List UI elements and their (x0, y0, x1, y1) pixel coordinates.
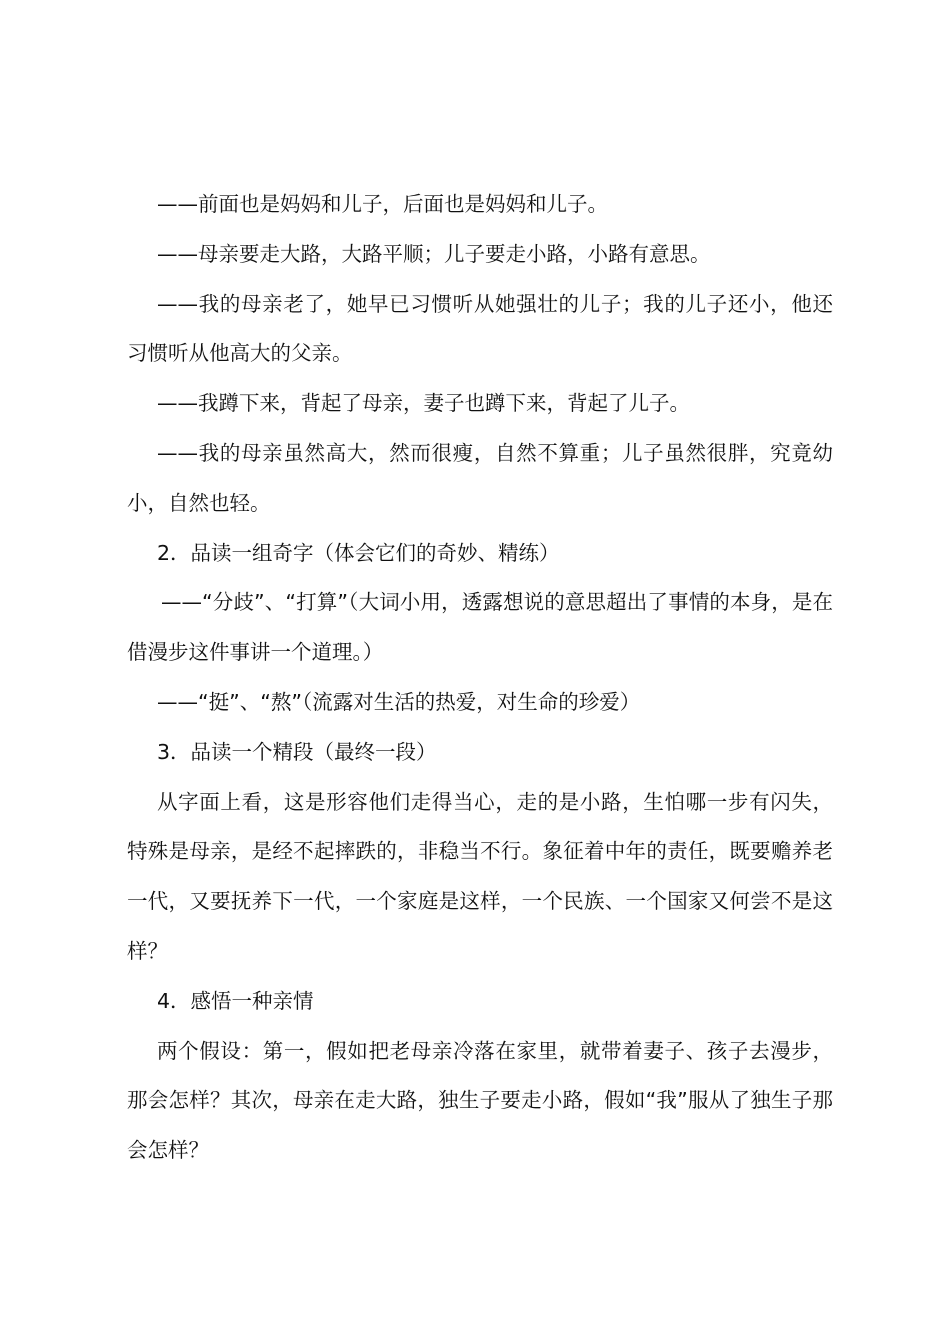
paragraph-2: ——母亲要走大路，大路平顺；儿子要走小路，小路有意思。 (157, 241, 711, 266)
section-heading-4: 4．感悟一种亲情 (157, 988, 314, 1013)
paragraph-5: ——我的母亲虽然高大，然而很瘦，自然不算重；儿子虽然很胖，究竟幼小，自然也轻。 (127, 440, 833, 515)
document-body (127, 180, 833, 1176)
paragraph-1: ——前面也是妈妈和儿子，后面也是妈妈和儿子。 (157, 192, 608, 216)
paragraph-4: ——我蹲下来，背起了母亲，妻子也蹲下来，背起了儿子。 (157, 391, 690, 416)
paragraph-7: ——“分歧”、“打算”（大词小用，透露想说的意思超出了事情的本身，是在借漫步这件事讲一个道理。） (127, 590, 833, 665)
section-heading-2: 2．品读一组奇字（体会它们的奇妙、精练） (157, 540, 560, 565)
paragraph-3: ——我的母亲老了，她早已习惯听从她强壮的儿子；我的儿子还小，他还习惯听从他高大的父亲。 (127, 291, 833, 366)
paragraph-8: ——“挺”、“熬”（流露对生活的热爱，对生命的珍爱） (157, 689, 641, 714)
paragraph-10: 从字面上看，这是形容他们走得当心，走的是小路，生怕哪一步有闪失，特殊是母亲，是经不起摔跌的，非稳当不行。象征着中年的责任，既要赡养老一代，又要抚养下一代，一个家庭是这样，一个民族、一个国家又何尝不是这样？ (127, 789, 833, 963)
section-heading-3: 3．品读一个精段（最终一段） (157, 739, 437, 764)
paragraph-12: 两个假设：第一，假如把老母亲冷落在家里，就带着妻子、孩子去漫步，那会怎样？其次，母亲在走大路，独生子要走小路，假如“我”服从了独生子那会怎样？ (127, 1038, 833, 1163)
